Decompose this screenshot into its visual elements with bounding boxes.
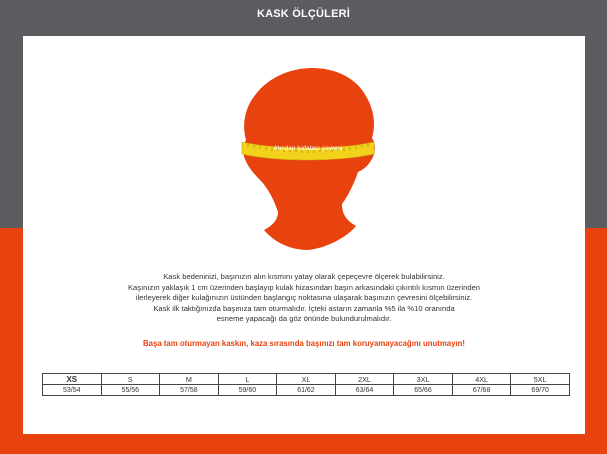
size-cell: S xyxy=(101,374,160,385)
measure-cell: 69/70 xyxy=(511,385,570,396)
size-cell: M xyxy=(160,374,219,385)
measure-cell: 61/62 xyxy=(277,385,336,396)
measure-cell: 57/58 xyxy=(160,385,219,396)
measure-cell: 53/54 xyxy=(43,385,102,396)
measure-cell: 65/66 xyxy=(394,385,453,396)
content-card xyxy=(23,36,585,434)
head-illustration xyxy=(238,62,378,250)
page-title: KASK ÖLÇÜLERİ xyxy=(256,8,351,20)
size-cell: L xyxy=(218,374,277,385)
description-text xyxy=(43,272,565,325)
corner-mark xyxy=(0,438,4,454)
size-cell: 4XL xyxy=(452,374,511,385)
description-line: Kask bedeninizi, başınızın alın kısmını yatay olarak çepeçevre ölçerek bulabilirsiniz. xyxy=(163,272,445,281)
description-line: Kask ilk taktığınızda başınıza tam oturmalıdır. İçteki astarın zamanla %5 ila %10 oranında xyxy=(153,303,455,313)
measure-cell: 67/68 xyxy=(452,385,511,396)
size-cell: XL xyxy=(277,374,336,385)
measure-cell: 63/64 xyxy=(335,385,394,396)
warning-text: Başa tam oturmayan kaskın, kaza sırasında başınızı tam koruyamayacağını unutmayın! xyxy=(143,339,465,348)
size-header-row xyxy=(43,374,570,385)
size-cell: 5XL xyxy=(511,374,570,385)
measure-cell: 55/56 xyxy=(101,385,160,396)
measure-row xyxy=(43,385,570,396)
description-line: Kaşınızın yaklaşık 1 cm üzerinden başlayıp kulak hizasından başın arkasındaki çıkıntılı kısmın üzerinden xyxy=(127,282,481,292)
description-line: ilerleyerek diğer kulağınızın üstünden başlangıç noktasına ulaşarak başınızın çevresini ölçebilirsiniz. xyxy=(135,293,473,303)
measure-cell: 59/60 xyxy=(218,385,277,396)
tape-label: Alından kafatası çevresi xyxy=(273,145,343,152)
size-cell: XS xyxy=(43,374,102,385)
head-silhouette-icon xyxy=(238,62,378,250)
size-table xyxy=(42,373,570,396)
size-cell: 3XL xyxy=(394,374,453,385)
description-line: esneme yapacağı da göz önünde bulundurulmalıdır. xyxy=(216,314,392,324)
size-cell: 2XL xyxy=(335,374,394,385)
